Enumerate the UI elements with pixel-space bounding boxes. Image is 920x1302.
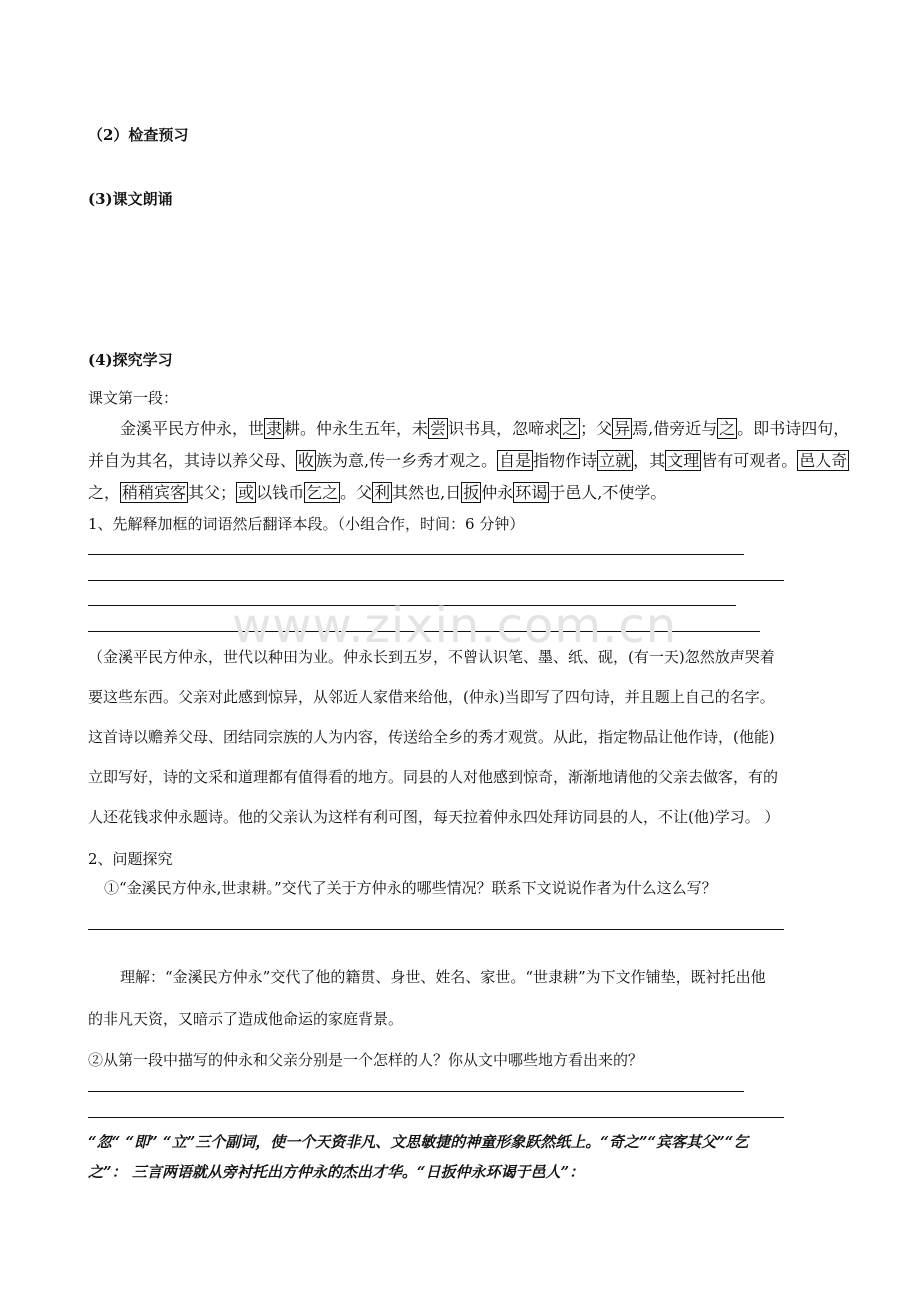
boxed-word: 隶 [266,419,283,438]
question-2: ②从第一段中描写的仲永和父亲分别是一个怎样的人？你从文中哪些地方看出来的？ [88,1051,644,1069]
answer-2-line-1: “忽“ “即” “立”三个副词，使一个天资非凡、文思敏捷的神童形象跃然纸上。“奇之”“宾客其父”“乞 [88,1133,749,1151]
boxed-word: 异 [614,419,631,438]
heading-text-reading: (3)课文朗诵 [88,190,173,208]
boxed-word: 收 [298,451,315,470]
heading-inquiry-learning: (4)探究学习 [88,351,173,369]
translation-line-2: 要这些东西。父亲对此感到惊异，从邻近人家借来给他，(仲永)当即写了四句诗，并且题上自己的名字。 [88,688,775,706]
boxed-word: 扳 [463,483,480,502]
question-1: ①“金溪民方仲永,世隶耕。”交代了关于方仲永的哪些情况？联系下文说说作者为什么这么写？ [104,879,717,897]
passage-line-3: 之， 稍稍宾客 其父； 或 以钱币 乞之 。父 利 其然也,日 扳 仲永 环谒 于邑人,不使学。 [88,483,667,502]
boxed-word: 或 [238,483,255,502]
boxed-word: 利 [374,483,391,502]
boxed-word: 稍稍宾客 [122,483,187,502]
boxed-word: 自是 [499,451,532,470]
watermark: www.zixin.com.cn [232,598,678,654]
translation-line-5: 人还花钱求仲永题诗。他的父亲认为这样有利可图，每天拉着仲永四处拜访同县的人，不让(他)学习。 ） [88,808,780,826]
answer-line [88,580,784,581]
section-label: 课文第一段： [88,389,179,407]
boxed-word: 尝 [430,419,447,438]
answer-1-line-1: 理解：“金溪民方仲永”交代了他的籍贯、身世、姓名、家世。“世隶耕”为下文作铺垫，既衬托出他 [120,968,766,986]
translation-line-1: （金溪平民方仲永，世代以种田为业。仲永长到五岁，不曾认识笔、墨、纸、砚，(有一天)忽然放声哭着 [88,648,775,666]
boxed-word: 乞之 [306,483,339,502]
answer-2-line-2: 之”： 三言两语就从旁衬托出方仲永的杰出才华。“日扳仲永环谒于邑人”： [88,1163,585,1181]
boxed-word: 邑人奇 [799,451,848,470]
boxed-word: 之 [562,419,579,438]
passage-line-1: 金溪平民方仲永，世 隶 耕。仲永生五年，未 尝 识书具，忽啼求 之 ；父 异 焉,借旁近与 之 。即书诗四句， [120,419,850,438]
translation-line-3: 这首诗以赡养父母、团结同宗族的人为内容，传送给全乡的秀才观赏。从此，指定物品让他作诗，(他能) [88,728,775,746]
answer-line [88,1117,784,1118]
boxed-word: 文理 [667,451,700,470]
boxed-word: 之 [719,419,736,438]
answer-1-line-2: 的非凡天资，又暗示了造成他命运的家庭背景。 [88,1010,404,1028]
passage-line-2: 并自为其名，其诗以养父母、 收 族为意,传一乡秀才观之。 自是 指物作诗 立就 ，其 文理 皆有可观者。 邑人奇 [88,451,848,470]
task-1-instruction: 1、先解释加框的词语然后翻译本段。（小组合作，时间：6 分钟） [88,515,525,533]
translation-line-4: 立即写好，诗的文采和道理都有值得看的地方。同县的人对他感到惊奇，渐渐地请他的父亲去做客，有的 [88,768,779,786]
boxed-word: 立就 [599,451,632,470]
heading-check-preview: （2）检查预习 [88,126,189,144]
task-2-title: 2、问题探究 [88,850,173,868]
answer-line [88,929,784,930]
answer-line [88,1091,744,1092]
answer-line [88,554,744,555]
boxed-word: 环谒 [515,483,548,502]
